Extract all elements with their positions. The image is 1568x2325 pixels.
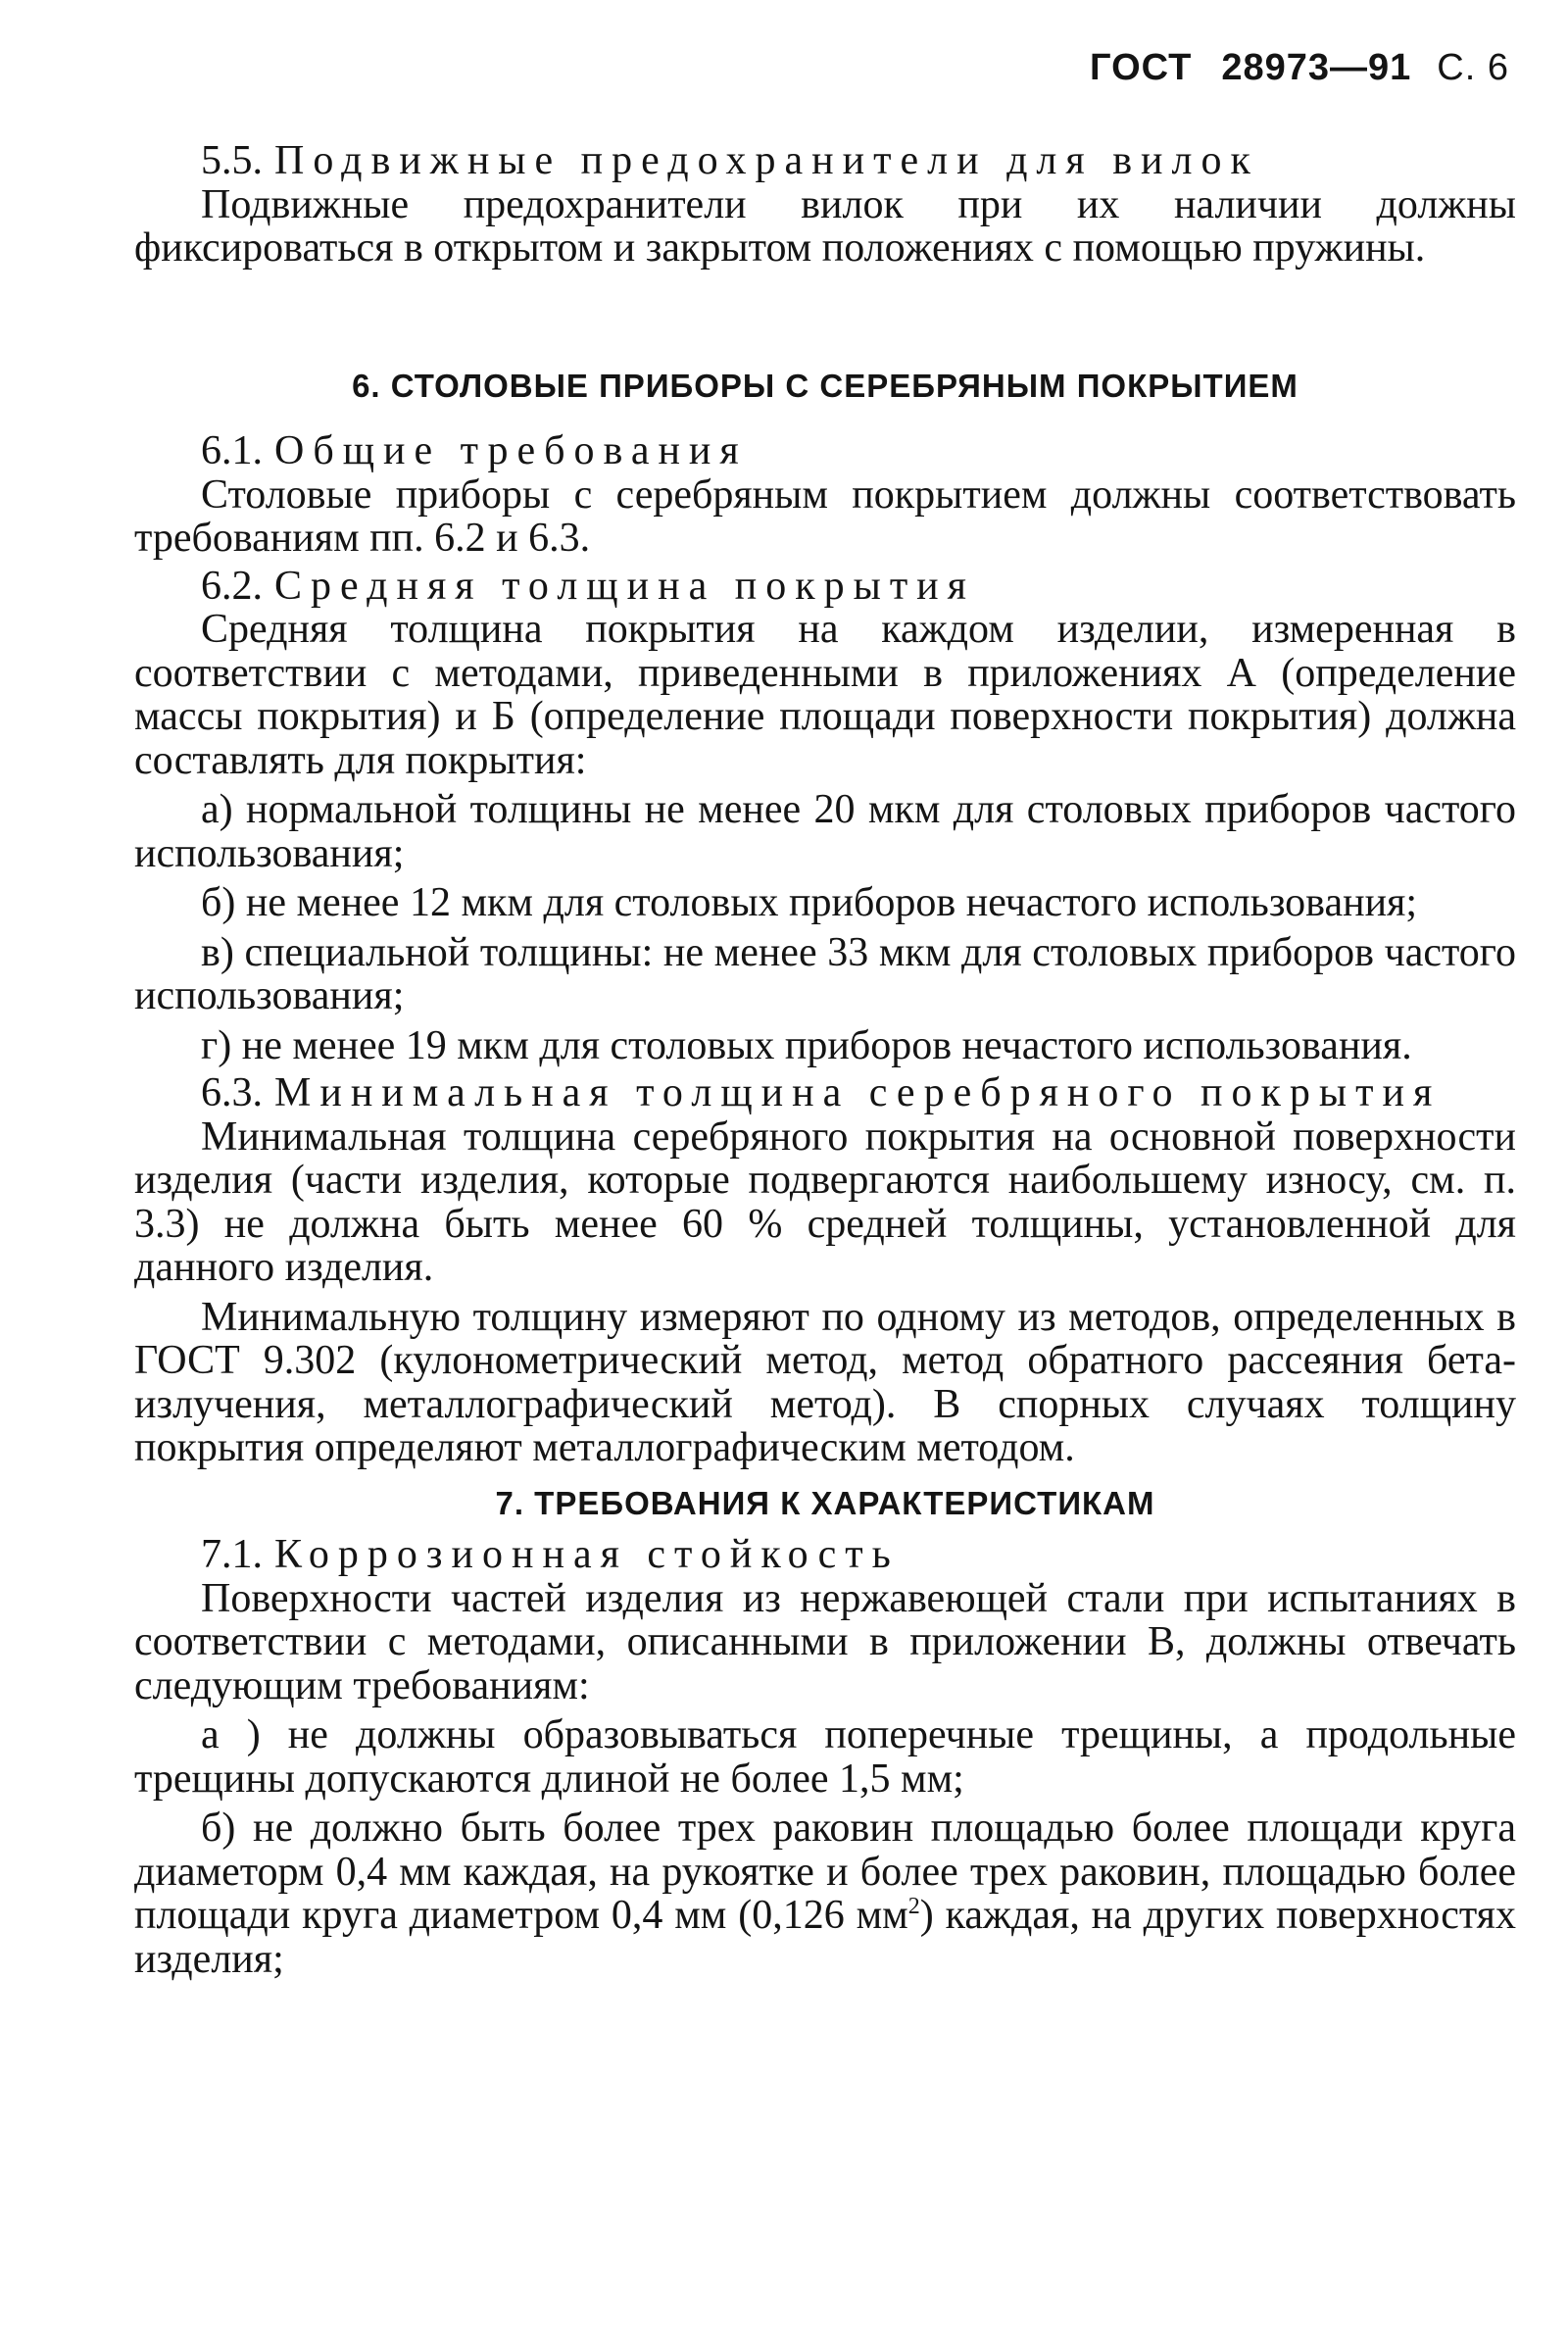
item-b-text-end: ) каждая, на других поверхностях изделия; — [134, 1893, 1516, 1982]
clause-number: 5.5. — [201, 138, 263, 183]
clause-6-3-title — [134, 1071, 1516, 1115]
clause-number: 7.1. — [201, 1532, 263, 1577]
clause-title-text: Средняя толщина покрытия — [274, 563, 975, 609]
section-7-heading: 7. ТРЕБОВАНИЯ К ХАРАКТЕРИСТИКАМ — [495, 1484, 1155, 1521]
clause-6-1-text: Столовые приборы с серебряным покрытием должны соответствовать требованиям пп. 6.2 и 6.3. — [134, 471, 1516, 561]
header-page-number: С. 6 — [1437, 47, 1509, 88]
clause-6-1-title — [134, 429, 1516, 473]
clause-6-2-title — [134, 565, 1516, 609]
section-6-heading: 6. СТОЛОВЫЕ ПРИБОРЫ С СЕРЕБРЯНЫМ ПОКРЫТИЕМ — [352, 367, 1298, 404]
header-standard-label: ГОСТ — [1090, 47, 1193, 88]
clause-6-2-item-b: б) не менее 12 мкм для столовых приборов нечастого использования; — [201, 880, 1418, 925]
clause-6-3-text-1: Минимальная толщина серебряного покрытия на основной поверхности изделия (части изделия, которые подвергаются наибольшему износу, см. п. 3.3) не должна быть менее 60 % средней толщины, установленной для данного изделия. — [134, 1113, 1516, 1290]
clause-7-1-text: Поверхности частей изделия из нержавеющей стали при испытаниях в соответствии с методами, описанными в приложении В, должны отвечать следующим требованиям: — [134, 1575, 1516, 1708]
clause-7-1-title — [134, 1533, 1516, 1577]
clause-6-2-item-a: а) нормальной толщины не менее 20 мкм для столовых приборов частого использования; — [134, 787, 1516, 876]
clause-title-text: Минимальная толщина серебряного покрытия — [274, 1070, 1442, 1115]
clause-number: 6.3. — [201, 1070, 263, 1115]
document-body — [134, 135, 1516, 1981]
clause-number: 6.1. — [201, 428, 263, 473]
clause-6-2-text: Средняя толщина покрытия на каждом изделии, измеренная в соответствии с методами, приведенными в приложениях А (определение массы покрытия) и Б (определение площади поверхности покрытия) должна составлять для покрытия: — [134, 607, 1516, 783]
clause-7-1-item-b — [134, 1806, 1516, 1981]
clause-5-5-title — [134, 139, 1516, 183]
clause-7-1-item-a: а ) не должны образовываться поперечные трещины, а продольные трещины допускаются длиной не более 1,5 мм; — [134, 1712, 1516, 1802]
clause-5-5-text: Подвижные предохранители вилок при их наличии должны фиксироваться в открытом и закрытом положениях с помощью пружины. — [134, 181, 1516, 271]
clause-title-text: Подвижные предохранители для вилок — [274, 138, 1259, 183]
page-header — [1090, 47, 1509, 89]
item-b-text: б) не должно быть более трех раковин площадью более площади круга диаметорм 0,4 мм каждая, на рукоятке и более трех раковин, площадью более площади круга диаметром 0,4 мм (0,126 мм — [134, 1806, 1516, 1938]
header-standard-number: 28973—91 — [1221, 47, 1412, 88]
clause-6-2-item-c: в) специальной толщины: не менее 33 мкм для столовых приборов частого использования; — [134, 929, 1516, 1018]
clause-title-text: Коррозионная стойкость — [274, 1532, 900, 1577]
clause-6-3-text-2: Минимальную толщину измеряют по одному из методов, определенных в ГОСТ 9.302 (кулонометрический метод, метод обратного рассеяния бета-излучения, металлографический метод). В спорных случаях толщину покрытия определяют металлографическим методом. — [134, 1294, 1516, 1470]
clause-title-text: Общие требования — [274, 428, 748, 473]
clause-6-2-item-d: г) не менее 19 мкм для столовых приборов нечастого использования. — [201, 1022, 1412, 1068]
clause-number: 6.2. — [201, 563, 263, 609]
superscript-squared: 2 — [907, 1894, 920, 1919]
